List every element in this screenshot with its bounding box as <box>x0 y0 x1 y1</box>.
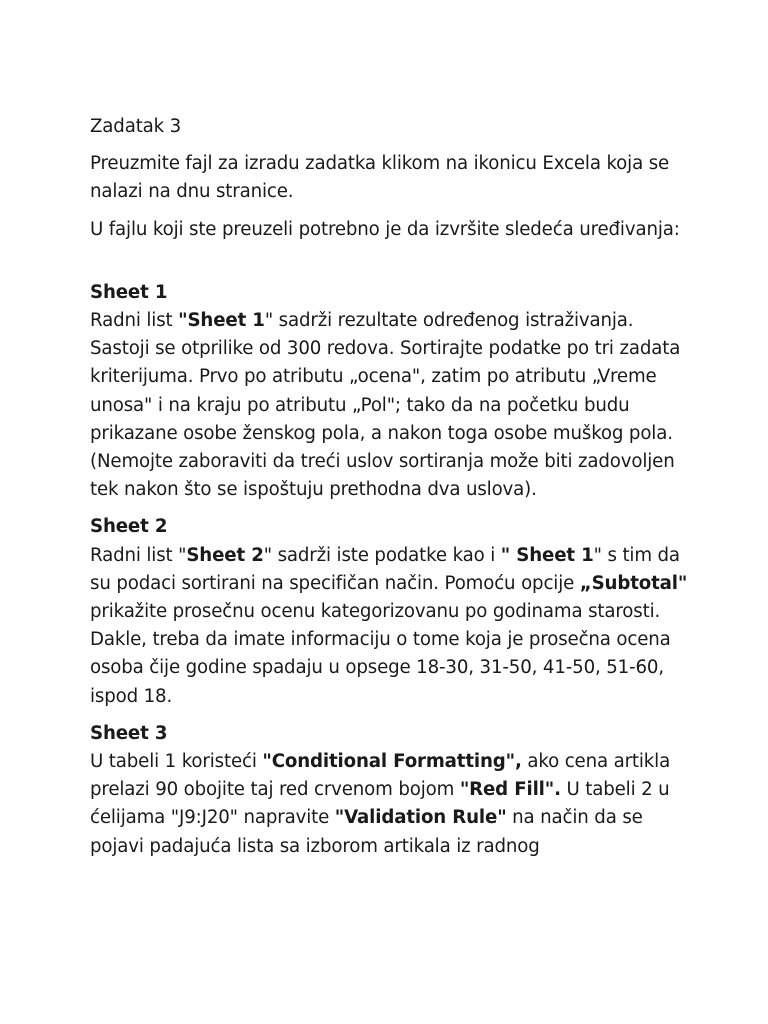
conditional-formatting-bold-ref: "Conditional Formatting", <box>262 751 522 773</box>
intro-paragraph-download: Preuzmite fajl za izradu zadatka klikom na ikonicu Excela koja se nalazi na dnu stranice. <box>90 153 670 203</box>
sheet-2-text <box>90 545 687 707</box>
document-page <box>90 113 690 870</box>
sheet-2-heading: Sheet 2 <box>90 516 168 538</box>
sheet-3-text-part: U tabeli 2 u ćelijama "J9:J20" napravite <box>90 779 670 829</box>
red-fill-bold-ref: "Red Fill". <box>459 779 561 801</box>
section-sheet-2 <box>90 513 690 710</box>
section-spacer <box>90 253 690 279</box>
sheet-3-text <box>90 751 670 857</box>
sheet-2-text-part: Radni list " <box>90 544 187 566</box>
sheet-2-text-part: " sadrži iste podatke kao i <box>263 544 501 566</box>
sheet-3-heading: Sheet 3 <box>90 722 168 744</box>
section-sheet-1 <box>90 279 690 505</box>
sheet-2-text-part: prikažite prosečnu ocenu kategorizovanu po godinama starosti. Dakle, treba da imate informaciju o tome koja je prosečna ocena osoba čije godine spadaju u opsege 18-30, 31-50, 41-50, 51-60, ispod 18. <box>90 601 671 707</box>
section-sheet-3 <box>90 720 690 861</box>
sheet-3-text-part: ako cena artikla prelazi 90 obojite taj red crvenom bojom <box>90 751 671 801</box>
sheet-2-bold-ref: Sheet 2 <box>186 544 264 566</box>
subtotal-bold-ref: „Subtotal" <box>579 572 688 594</box>
intro-paragraph-tasks: U fajlu koji ste preuzeli potrebno je da izvršite sledeća uređivanja: <box>90 218 680 240</box>
sheet-3-text-part: na način da se pojavi padajuća lista sa izborom artikala iz radnog <box>90 807 643 857</box>
sheet-1-bold-ref: "Sheet 1 <box>178 310 265 332</box>
sheet-1-bold-ref: " Sheet 1 <box>500 544 594 566</box>
sheet-1-text <box>90 310 680 500</box>
sheet-1-text-part: Radni list <box>90 310 179 332</box>
document-title: Zadatak 3 <box>90 116 182 137</box>
validation-rule-bold-ref: "Validation Rule" <box>334 807 507 829</box>
sheet-1-heading: Sheet 1 <box>90 281 168 303</box>
sheet-2-text-part: " s tim da su podaci sortirani na specifičan način. Pomoću opcije <box>90 544 680 594</box>
sheet-3-text-part: U tabeli 1 koristeći <box>90 751 263 773</box>
sheet-1-text-part: " sadrži rezultate određenog istraživanja. Sastoji se otprilike od 300 redova. Sortirajte podatke po tri zadata kriterijuma. Prvo po atributu „ocena", zatim po atributu „Vreme unosa" i na kraju po atributu „Pol"; tako da na početku budu prikazane osobe ženskog pola, a nakon toga osobe muškog pola. (Nemojte zaboraviti da treći uslov sortiranja može biti zadovoljen tek nakon što se ispoštuju prethodna dva uslova). <box>90 310 681 501</box>
